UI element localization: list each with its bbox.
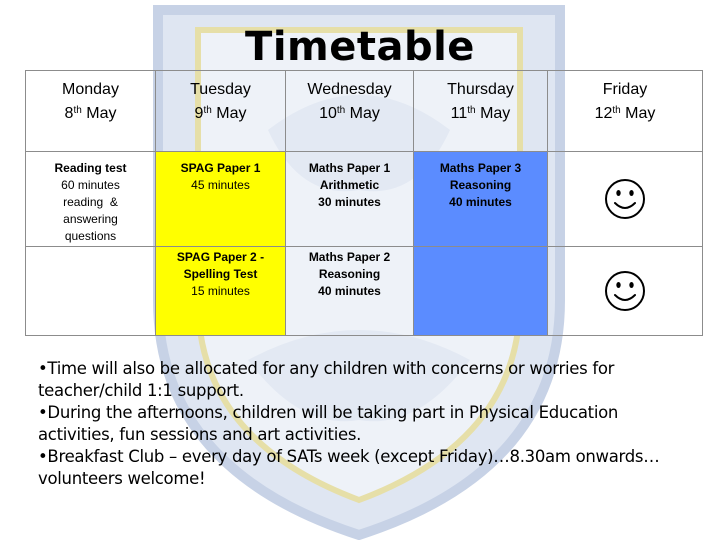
cell-wednesday-maths-paper-2: Maths Paper 2 Reasoning 40 minutes bbox=[286, 247, 414, 336]
cell-thursday-empty bbox=[414, 247, 548, 336]
day-name: Wednesday bbox=[307, 81, 392, 98]
cell-wednesday-maths-paper-1: Maths Paper 1 Arithmetic 30 minutes bbox=[286, 152, 414, 247]
header-monday bbox=[26, 71, 156, 152]
session-row-2 bbox=[26, 247, 703, 336]
day-date: 12th May bbox=[594, 105, 656, 122]
smiley-face-icon bbox=[603, 177, 647, 221]
timetable bbox=[25, 70, 703, 336]
cell-friday-2 bbox=[548, 247, 703, 336]
header-wednesday bbox=[286, 71, 414, 152]
day-name: Tuesday bbox=[190, 81, 251, 98]
cell-friday-1 bbox=[548, 152, 703, 247]
day-date: 11th May bbox=[450, 105, 511, 122]
header-thursday bbox=[414, 71, 548, 152]
smiley-face-icon bbox=[603, 269, 647, 313]
cell-tuesday-spag-paper-1: SPAG Paper 1 45 minutes bbox=[156, 152, 286, 247]
page-title: Timetable bbox=[245, 24, 475, 70]
day-name: Friday bbox=[602, 81, 648, 98]
notes-section bbox=[38, 358, 678, 490]
day-name: Thursday bbox=[447, 81, 514, 98]
note-item: •Breakfast Club – every day of SATs week (except Friday)…8.30am onwards…volunteers welcome! bbox=[38, 447, 660, 488]
cell-monday-reading-test: Reading test 60 minutes reading & answering questions bbox=[26, 152, 156, 247]
day-date: 10th May bbox=[319, 105, 380, 122]
cell-thursday-maths-paper-3: Maths Paper 3 Reasoning 40 minutes bbox=[414, 152, 548, 247]
cell-tuesday-spag-paper-2: SPAG Paper 2 - Spelling Test 15 minutes bbox=[156, 247, 286, 336]
cell-monday-empty bbox=[26, 247, 156, 336]
day-date: 9th May bbox=[194, 105, 247, 122]
note-item: •During the afternoons, children will be taking part in Physical Education activities, fun sessions and art activities. bbox=[38, 403, 619, 444]
header-tuesday bbox=[156, 71, 286, 152]
day-date: 8th May bbox=[64, 105, 117, 122]
day-name: Monday bbox=[62, 81, 119, 98]
note-item: •Time will also be allocated for any children with concerns or worries for teacher/child 1:1 support. bbox=[38, 359, 615, 400]
session-row-1 bbox=[26, 152, 703, 247]
header-friday bbox=[548, 71, 703, 152]
header-row bbox=[26, 71, 703, 152]
